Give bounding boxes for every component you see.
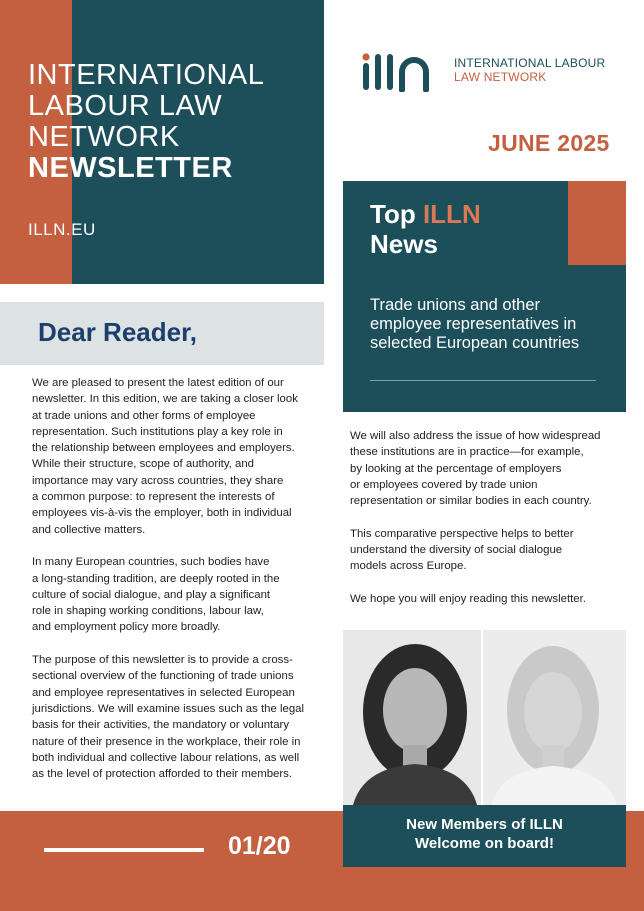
text-line: representation or similar bodies in each country. [350,495,592,508]
text-line: both individual and collective labour relations, as well [32,751,300,764]
text-line: The purpose of this newsletter is to provide a cross- [32,654,293,667]
title-line-1: INTERNATIONAL [28,59,265,91]
text-line: employees vis-à-vis the employer, both in individual [32,507,292,520]
left-paragraph-3 [32,652,322,782]
right-paragraph-3 [350,591,630,607]
photo-divider [481,630,483,805]
top-news-word: Top [370,199,416,229]
top-news-word-2: News [370,229,438,259]
logo-line-2: LAW NETWORK [454,69,547,84]
text-line: newsletter. In this edition, we are taking a closer look [32,393,298,406]
right-column-text [350,428,630,624]
text-line: understand the diversity of social dialogue [350,544,563,557]
text-line: role in shaping working conditions, labour law, [32,605,264,618]
text-line: a long-standing tradition, are deeply rooted in the [32,572,280,585]
woman-face-left [383,668,447,752]
illn-logo-mark-icon [362,52,444,92]
title-bold-line: NEWSLETTER [28,152,233,184]
top-news-accent-word: ILLN [422,199,481,229]
issue-date: JUNE 2025 [488,130,610,156]
text-line: We will also address the issue of how widespread [350,430,601,442]
text-line: as the level of protection afforded to their members. [32,768,293,781]
text-line: by looking at the percentage of employers [350,462,562,475]
text-line: and collective matters. [32,523,146,536]
website-link[interactable]: ILLN.EU [28,220,96,239]
text-line: This comparative perspective helps to better [350,527,574,540]
right-paragraph-1 [350,428,630,509]
logo-line-1: INTERNATIONAL LABOUR [454,56,606,70]
text-line: We hope you will enjoy reading this newsletter. [350,592,586,605]
text-line: and employment policy more broadly. [32,621,221,634]
illn-logo [362,52,622,94]
caption-line-2: Welcome on board! [415,835,554,852]
top-news-divider [370,380,596,381]
newsletter-title [28,60,318,184]
text-line: While their structure, scope of authority, and [32,458,255,471]
left-paragraph-2 [32,554,322,635]
text-line: In many European countries, such bodies have [32,556,270,569]
text-line: basis for their activities, the mandatory or voluntary [32,719,290,732]
text-line: jurisdictions. We will examine issues such as the legal [32,702,305,715]
footer-rule [44,848,204,852]
text-line: at trade unions and other forms of employee [32,409,256,422]
top-news-title [370,199,481,259]
page-number: 01/20 [228,832,291,860]
caption-line-1: New Members of ILLN [406,816,563,833]
text-line: these institutions are in practice—for example, [350,446,584,459]
text-line: We are pleased to present the latest edition of our [32,377,284,389]
text-line: nature of their presence in the workplace, their role in [32,735,301,748]
new-members-photo [343,630,626,805]
new-members-caption[interactable] [343,815,626,853]
text-line: and employee representatives in selected European [32,686,295,699]
left-column-text [32,375,322,799]
logo-wordmark [454,57,605,84]
text-line: importance may vary across countries, they share [32,474,284,487]
text-line: models across Europe. [350,560,467,573]
top-news-accent-block [568,181,626,265]
text-line: a common purpose: to represent the interests of [32,491,275,504]
left-paragraph-1 [32,375,322,538]
woman-face-right [524,672,582,752]
text-line: the relationship between employees and employers. [32,442,295,455]
text-line: representation. Such institutions play a key role in [32,425,283,438]
text-line: sectional overview of the functioning of trade unions [32,670,294,683]
title-line-2: LABOUR LAW [28,90,223,122]
greeting-heading: Dear Reader, [38,317,197,347]
title-line-3: NETWORK [28,121,180,153]
text-line: or employees covered by trade union [350,478,538,491]
right-paragraph-2 [350,526,630,575]
portrait-illustration [343,630,626,805]
top-news-subtitle[interactable]: Trade unions and other employee representatives in selected European countries [370,296,580,352]
text-line: culture of social dialogue, and play a significant [32,588,271,601]
